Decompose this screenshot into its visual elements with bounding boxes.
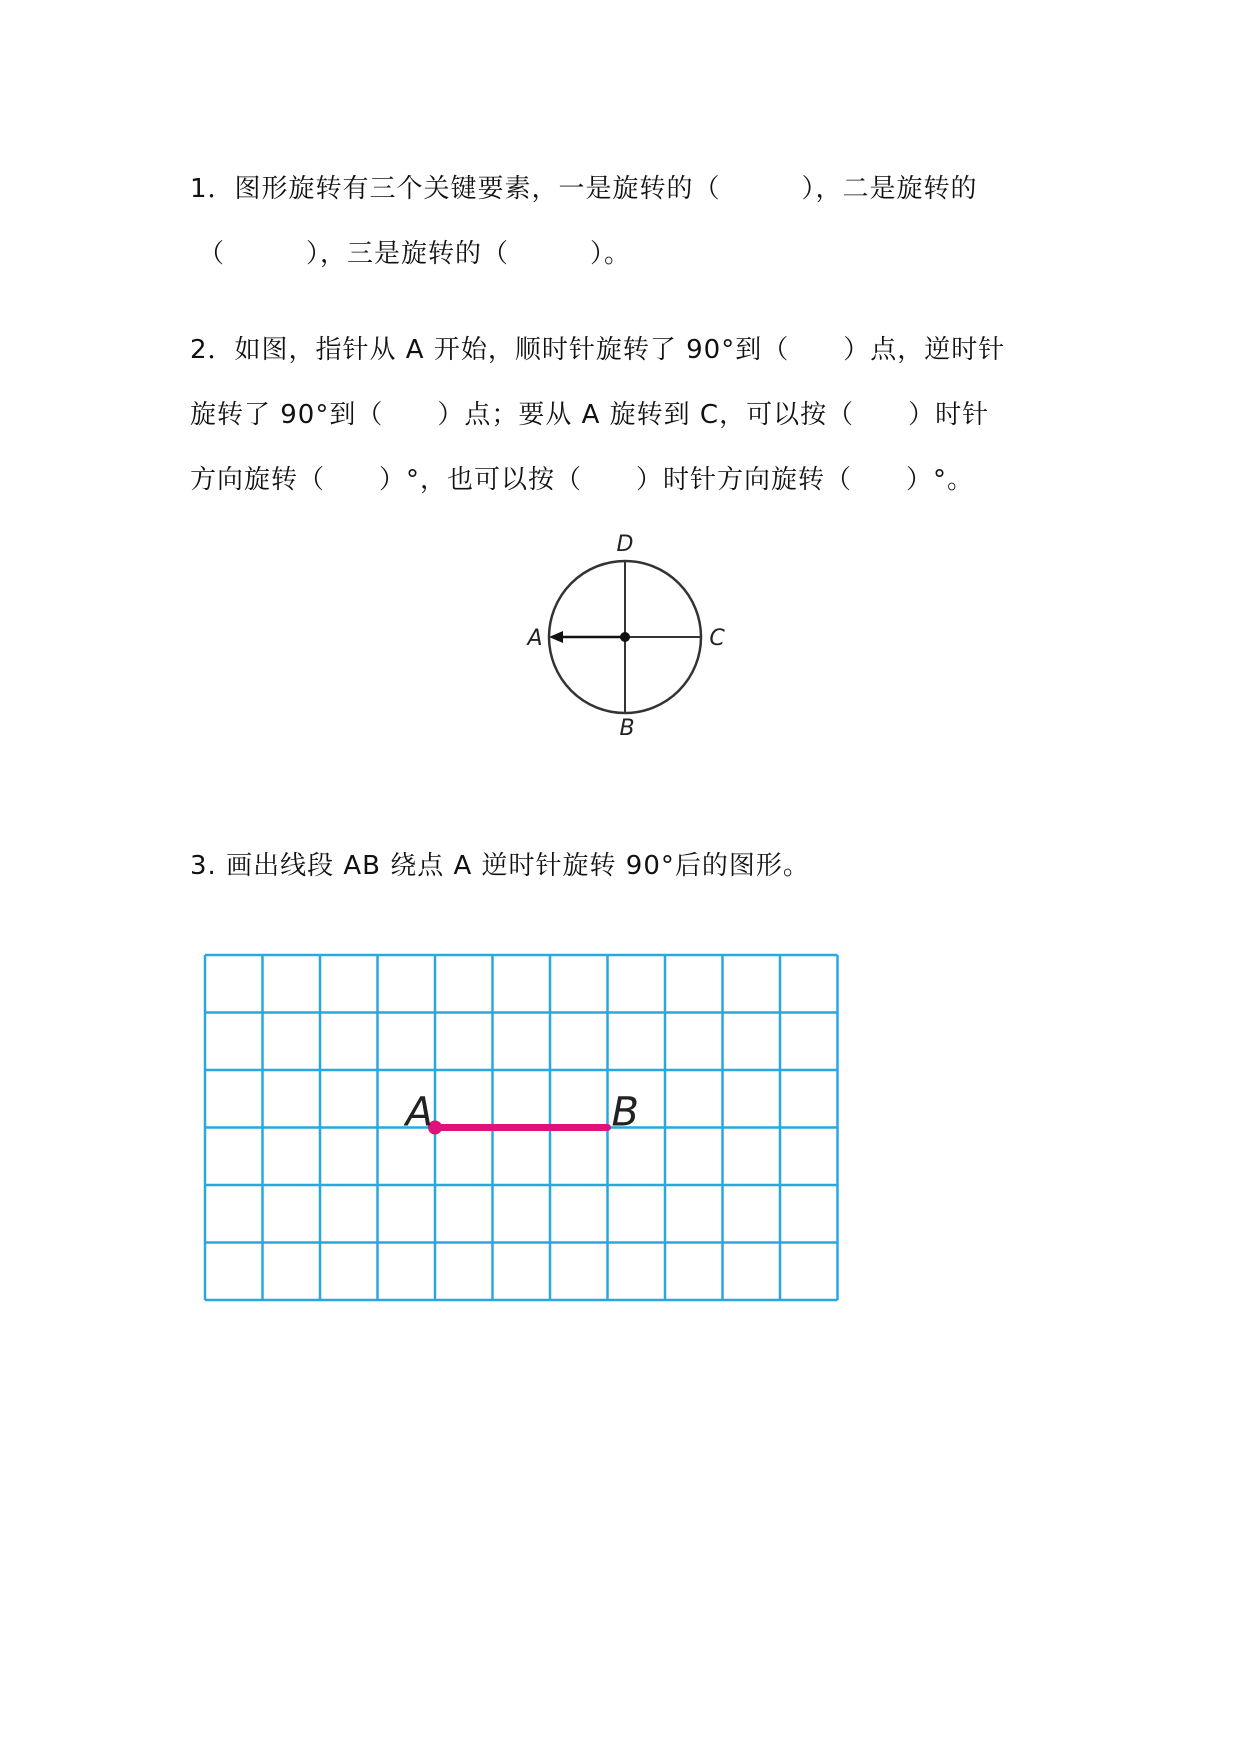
label-d: D [616,532,634,557]
label-a: A [527,626,543,651]
pointer-arrowhead [549,631,563,643]
question-2-line-1: 2．如图，指针从 A 开始，顺时针旋转了 90°到（ ）点，逆时针 [190,335,1006,365]
question-2-line-2: 旋转了 90°到（ ）点；要从 A 旋转到 C，可以按（ ）时针 [190,400,990,430]
point-b-label: B [611,1089,639,1136]
clock-figure [505,527,735,737]
question-2-line-3: 方向旋转（ ）°，也可以按（ ）时针方向旋转（ ）°。 [190,465,975,495]
label-c: C [709,626,725,651]
question-1-line-1: 1．图形旋转有三个关键要素，一是旋转的（ ），二是旋转的 [190,174,978,204]
center-dot [620,632,630,642]
label-b: B [619,716,635,737]
question-3-line-1: 3. 画出线段 AB 绕点 A 逆时针旋转 90°后的图形。 [190,851,810,881]
point-a-label: A [405,1089,433,1136]
question-1-line-2: （ ），三是旋转的（ ）。 [198,239,632,269]
grid-figure [200,950,840,1320]
